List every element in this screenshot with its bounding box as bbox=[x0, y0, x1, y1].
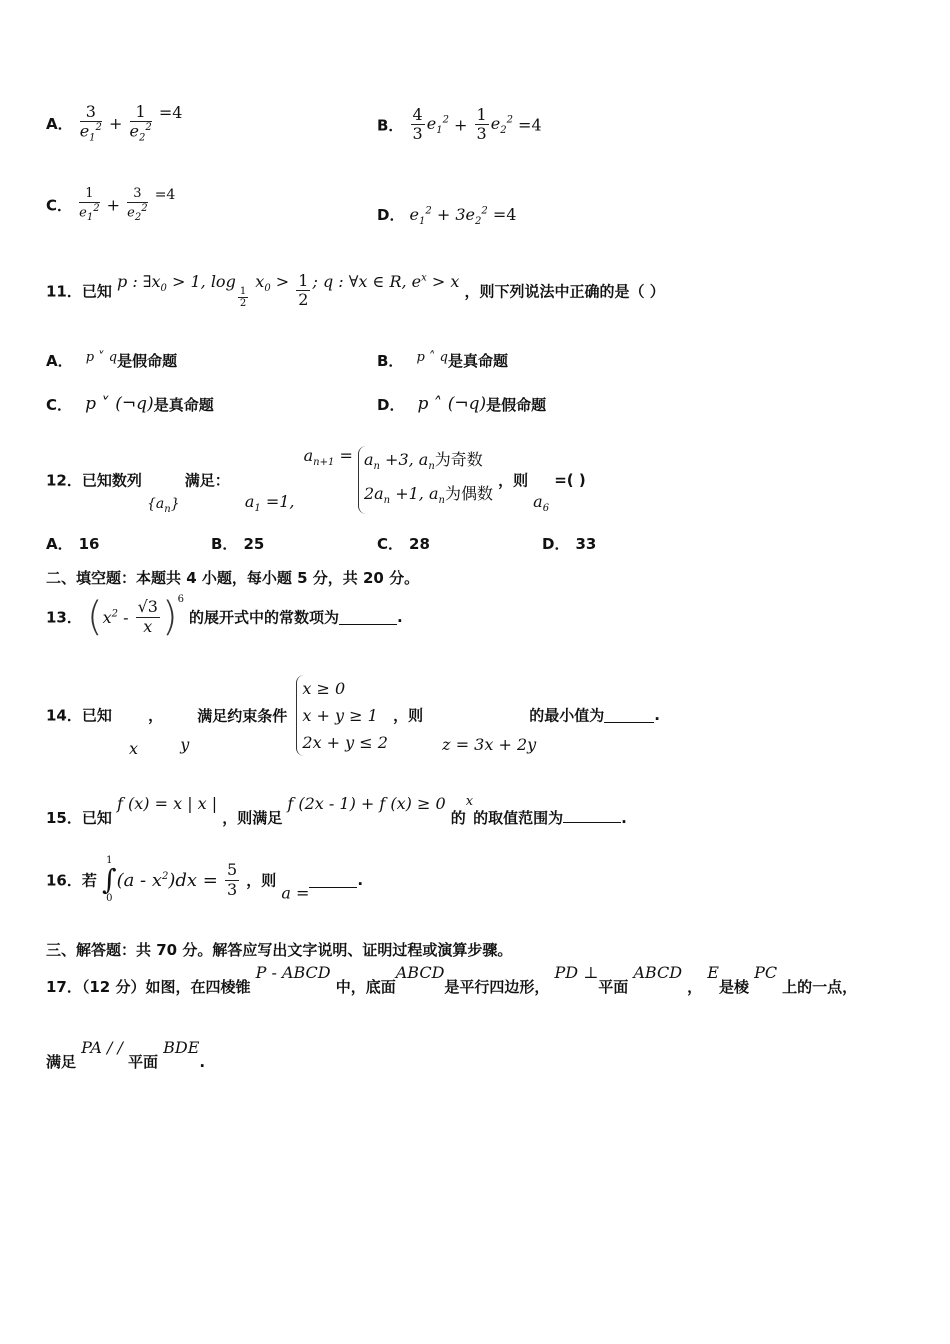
fraction: $\frac{√3}{x}$ bbox=[137, 597, 158, 636]
option-text: 是真命题 bbox=[153, 396, 214, 414]
question-text: 平面 bbox=[598, 978, 629, 996]
question-text: ，则下列说法中正确的是（ ） bbox=[464, 282, 665, 301]
option-text: 是假命题 bbox=[117, 352, 178, 370]
option-text: 是假命题 bbox=[486, 396, 547, 414]
math-edge: PC bbox=[754, 963, 778, 982]
question-number: 11． bbox=[46, 282, 82, 301]
piecewise-cases: $a_n +3$, $a_n$为奇数 $2a_n +1$, $a_n$为偶数 bbox=[358, 446, 493, 514]
fraction: $\frac{1}{e_2^2}$ bbox=[129, 102, 152, 144]
question-number: 17．（12 分） bbox=[46, 978, 146, 996]
question-11: 11．已知 p : $\exists x_0 > 1$, log $\frac{1}{2}$ $x_0$ > $\frac{1}{2}$ ; q : ∀x ∈ R, $e^x > x$ ，则下列说法中正确的是（ ） bbox=[46, 271, 665, 310]
question-text: 中，底面 bbox=[335, 978, 396, 996]
function-def: f (x) = x | x | bbox=[116, 794, 218, 813]
q12-option-a bbox=[46, 533, 99, 554]
exponent: 6 bbox=[177, 594, 184, 605]
option-label: D． bbox=[377, 396, 405, 414]
objective-slot: z = 3x + 2y bbox=[442, 735, 537, 754]
question-text: ， bbox=[687, 978, 703, 996]
question-text: 是平行四边形， bbox=[444, 978, 550, 996]
option-value: 28 bbox=[409, 535, 430, 553]
option-label: C． bbox=[377, 535, 404, 553]
integral-sign: 1 ∫ 0 bbox=[101, 855, 117, 904]
paren-left: ( bbox=[86, 594, 103, 640]
option-label: B． bbox=[211, 535, 238, 553]
math-expr: p ˅ q bbox=[85, 350, 118, 365]
question-12 bbox=[46, 446, 586, 514]
question-text: 的取值范围为 bbox=[473, 809, 564, 827]
question-number: 12． bbox=[46, 471, 82, 490]
math-parallel: PA / / bbox=[81, 1038, 123, 1057]
question-text: ，则满足 bbox=[222, 809, 283, 827]
paren-right: ) bbox=[161, 594, 178, 640]
question-text: 已知数列 bbox=[81, 471, 142, 490]
math-expr: $x^2$ - bbox=[102, 607, 129, 627]
question-number: 14． bbox=[46, 706, 82, 725]
question-number: 16． bbox=[46, 871, 82, 890]
math-pyramid: P - ABCD bbox=[255, 963, 331, 982]
option-label: B． bbox=[377, 116, 404, 135]
math-expr: $e_1^2 + 3e_2^2$ bbox=[409, 205, 488, 228]
fraction: $\frac{5}{3}$ bbox=[226, 860, 238, 899]
period: . bbox=[357, 871, 364, 889]
question-text: ，则 bbox=[498, 471, 529, 490]
option-text: 是真命题 bbox=[447, 352, 508, 370]
operator: + bbox=[109, 114, 123, 134]
period: . bbox=[199, 1053, 206, 1071]
question-number: 15． bbox=[46, 809, 82, 827]
equation-rhs: =4 bbox=[154, 187, 176, 203]
q12-option-c bbox=[377, 533, 430, 554]
option-value: 16 bbox=[78, 535, 100, 553]
question-text: 已知 bbox=[81, 706, 112, 725]
inequality: f (2x - 1) + f (x) ≥ 0 bbox=[287, 794, 446, 813]
q10-option-d bbox=[377, 204, 516, 227]
question-text: 满足： bbox=[184, 471, 230, 490]
option-value: 33 bbox=[575, 535, 597, 553]
fraction: $\frac{4}{3}$ bbox=[412, 105, 423, 144]
option-label: A． bbox=[46, 535, 73, 553]
constraint-system: x ≥ 0 x + y ≥ 1 2x + y ≤ 2 bbox=[296, 675, 388, 756]
math-point: E bbox=[707, 963, 719, 982]
recurrence-lhs: $a_{n+1}$ = bbox=[303, 446, 353, 469]
period: . bbox=[397, 608, 403, 626]
target-term: $a_6$ bbox=[533, 492, 550, 515]
question-text: 的展开式中的常数项为 bbox=[189, 608, 340, 627]
answer-paren: =( ) bbox=[554, 471, 586, 490]
q11-option-d bbox=[377, 394, 546, 415]
option-value: 25 bbox=[243, 535, 265, 553]
math-plane: BDE bbox=[163, 1038, 200, 1057]
log-base: $\frac{1}{2}$ bbox=[239, 285, 247, 310]
q10-option-a bbox=[46, 103, 182, 144]
fraction: $\frac{1}{3}$ bbox=[476, 105, 487, 144]
question-text: 满足 bbox=[46, 1053, 77, 1071]
answer-blank[interactable] bbox=[309, 873, 357, 888]
question-text: 上的一点， bbox=[782, 978, 858, 996]
question-text: 平面 bbox=[128, 1053, 159, 1071]
question-text: 若 bbox=[81, 871, 97, 890]
question-13 bbox=[46, 594, 403, 640]
option-label: A． bbox=[46, 352, 73, 370]
question-14 bbox=[46, 673, 660, 757]
math-expr: p ˄ (¬q) bbox=[417, 394, 487, 414]
question-17 bbox=[46, 963, 857, 997]
equation-rhs: =4 bbox=[158, 103, 183, 122]
option-label: C． bbox=[46, 196, 73, 215]
variable: x bbox=[465, 794, 474, 809]
initial-term: $a_1 =1$, bbox=[244, 492, 295, 515]
operator: + bbox=[106, 195, 121, 215]
question-text: 已知 bbox=[81, 282, 112, 301]
question-text: ，则 bbox=[393, 706, 424, 725]
question-15 bbox=[46, 794, 627, 828]
question-text: 满足约束条件 bbox=[197, 706, 288, 725]
equation-rhs: =4 bbox=[518, 115, 542, 135]
math-expr: p ˅ (¬q) bbox=[85, 394, 154, 414]
operator: + bbox=[454, 115, 468, 135]
q10-option-c bbox=[46, 187, 175, 223]
q11-option-a bbox=[46, 350, 177, 371]
option-label: A． bbox=[46, 115, 73, 134]
answer-blank[interactable] bbox=[604, 708, 654, 723]
integrand: $(a - x^2)dx$ = bbox=[116, 869, 218, 891]
fraction: $\frac{1}{e_1^2}$ bbox=[79, 186, 100, 223]
option-label: D． bbox=[542, 535, 570, 553]
section-heading-fill-in: 二、填空题：本题共 4 小题，每小题 5 分，共 20 分。 bbox=[46, 569, 420, 587]
fraction: $\frac{3}{e_1^2}$ bbox=[79, 102, 102, 144]
fraction: $\frac{1}{2}$ bbox=[298, 271, 309, 310]
option-label: D． bbox=[377, 206, 405, 224]
question-text: ，则 bbox=[246, 871, 277, 890]
math-plane: ABCD bbox=[633, 963, 683, 982]
question-number: 13． bbox=[46, 608, 82, 627]
question-text: 的 bbox=[450, 809, 466, 827]
q12-option-b bbox=[211, 533, 264, 554]
variable-y-slot: y bbox=[180, 735, 190, 754]
q11-option-c bbox=[46, 394, 214, 415]
math-expr: p : $\exists x_0 > 1$, log bbox=[116, 272, 236, 295]
question-16 bbox=[46, 856, 363, 904]
section-heading-solutions: 三、解答题：共 70 分。解答应写出文字说明、证明过程或演算步骤。 bbox=[46, 941, 513, 959]
option-label: C． bbox=[46, 396, 73, 414]
math-expr: p ˄ q bbox=[416, 350, 448, 365]
math-base: ABCD bbox=[395, 963, 445, 982]
variable: a = bbox=[281, 883, 310, 903]
question-text: 如图，在四棱锥 bbox=[145, 978, 251, 996]
variable-x-slot: x bbox=[128, 739, 139, 758]
math-perp: PD ⊥ bbox=[554, 963, 599, 982]
option-label: B． bbox=[377, 352, 404, 370]
q11-option-b bbox=[377, 350, 508, 371]
question-text: 是棱 bbox=[718, 978, 749, 996]
q12-option-d bbox=[542, 533, 596, 554]
sequence: $\{a_n\}$ bbox=[146, 495, 180, 515]
question-text: 的最小值为 bbox=[529, 706, 605, 725]
fraction: $\frac{3}{e_2^2}$ bbox=[127, 186, 148, 223]
period: . bbox=[621, 809, 627, 827]
answer-blank[interactable] bbox=[339, 610, 397, 625]
period: . bbox=[654, 706, 660, 724]
question-17-line2 bbox=[46, 1038, 205, 1072]
answer-blank[interactable] bbox=[563, 808, 621, 823]
question-text: 已知 bbox=[81, 809, 112, 827]
q10-option-b: B． $\frac{4}{3}$ $e_1^2$ + $\frac{1}{3}$ $e_2^2 =4$ bbox=[377, 105, 542, 144]
equation-rhs: =4 bbox=[492, 205, 517, 224]
comma: ， bbox=[148, 706, 164, 725]
